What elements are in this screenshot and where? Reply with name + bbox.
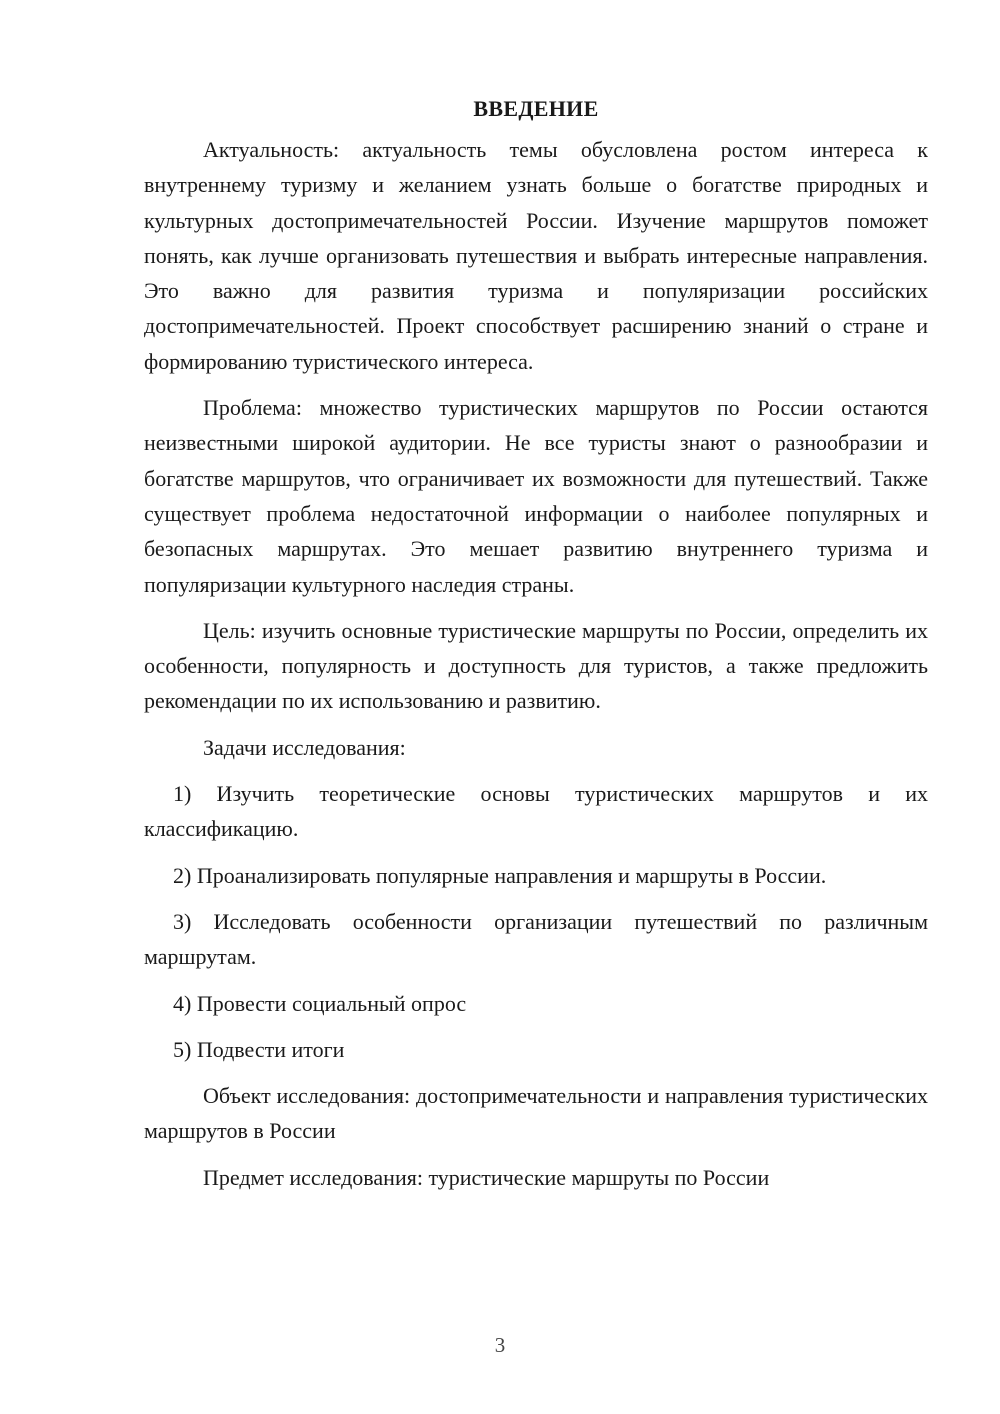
tasks-title: Задачи исследования: bbox=[203, 734, 406, 760]
task-item-5: 5) Подвести итоги bbox=[173, 1036, 345, 1062]
object-paragraph: Объект исследования: достопримечательности и направления туристических маршрутов в России bbox=[144, 1083, 928, 1144]
task-item-4: 4) Провести социальный опрос bbox=[173, 990, 467, 1016]
task-item-3: 3) Исследовать особенности организации путешествий по различным маршрутам. bbox=[144, 908, 928, 970]
section-heading: ВВЕДЕНИЕ bbox=[473, 96, 599, 121]
relevance-paragraph: Актуальность: актуальность темы обусловлена ростом интереса к внутреннему туризму и желанием узнать больше о богатстве природных и культурных достопримечательностей России. Изучение маршрутов поможет понять, как лучше организовать путешествия и выбрать интересные направления. Это важно для развития туризма и популяризации российских достопримечательностей. Проект способствует расширению знаний о стране и формированию туристического интереса. bbox=[144, 137, 928, 374]
subject-paragraph: Предмет исследования: туристические маршруты по России bbox=[203, 1164, 770, 1190]
goal-paragraph: Цель: изучить основные туристические маршруты по России, определить их особенности, популярность и доступность для туристов, а также предложить рекомендации по их использованию и развитию. bbox=[144, 617, 928, 714]
task-item-2: 2) Проанализировать популярные направления и маршруты в России. bbox=[173, 862, 827, 888]
page-number: 3 bbox=[494, 1333, 506, 1357]
task-item-1: 1) Изучить теоретические основы туристических маршрутов и их классификацию. bbox=[144, 781, 928, 842]
document-page bbox=[144, 92, 928, 1206]
problem-paragraph: Проблема: множество туристических маршрутов по России остаются неизвестными широкой аудитории. Не все туристы знают о разнообразии и богатстве маршрутов, что ограничивает их возможности для путешествий. Также существует проблема недостаточной информации о наиболее популярных и безопасных маршрутах. Это мешает развитию внутреннего туризма и популяризации культурного наследия страны. bbox=[144, 395, 928, 597]
